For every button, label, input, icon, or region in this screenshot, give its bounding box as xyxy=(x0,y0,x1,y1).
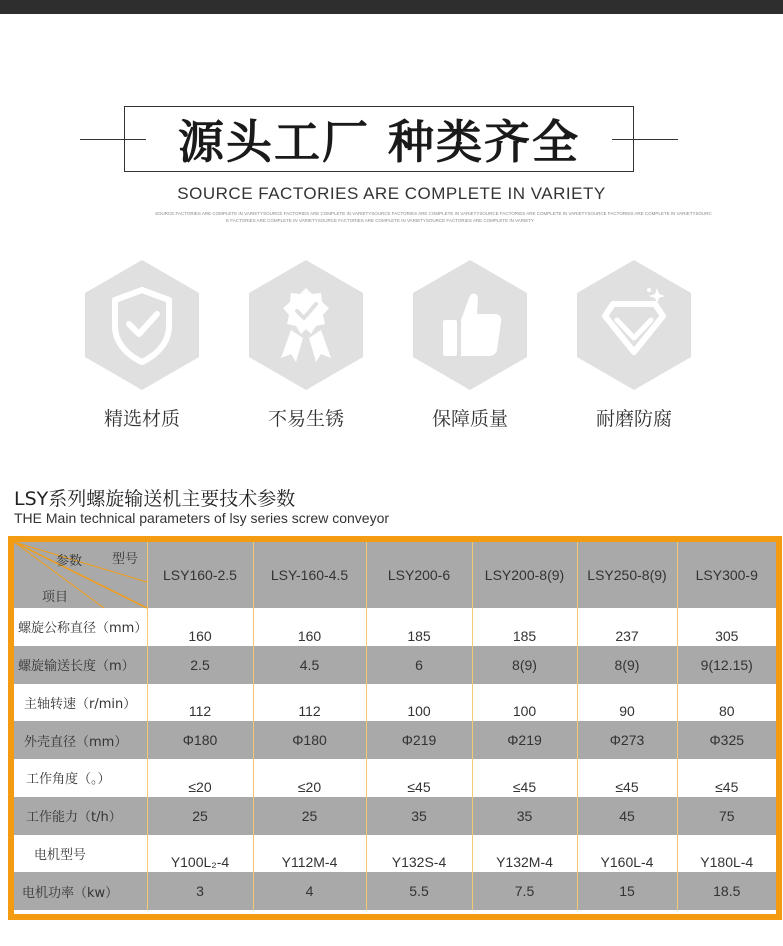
row-label: 螺旋输送长度（m） xyxy=(14,646,147,684)
table-cell: 9(12.15) xyxy=(677,646,776,684)
shield-check-icon xyxy=(83,258,201,392)
table-cell: 112 xyxy=(253,684,366,722)
table-cell: 237 xyxy=(577,608,677,646)
model-header: LSY200-6 xyxy=(366,542,472,608)
feature-item-1 xyxy=(82,258,202,431)
table-row xyxy=(14,608,776,646)
micro-text-line-2: E FACTORIES ARE COMPLETE IN VARIETYSOURCE FACTORIES ARE COMPLETE IN VARIETYSOURCE FACTORIES ARE COMPLETE IN VARIETY xyxy=(225,218,535,223)
table-cell: ≤20 xyxy=(147,759,253,797)
table-cell: ≤45 xyxy=(366,759,472,797)
table-cell: 185 xyxy=(472,608,577,646)
table-header-row xyxy=(14,542,776,608)
thumbs-up-icon xyxy=(411,258,529,392)
table-cell: Y112M-4 xyxy=(253,835,366,873)
feature-label: 精选材质 xyxy=(103,408,180,430)
corner-params-label: 参数 xyxy=(56,554,83,569)
row-label: 外壳直径（mm） xyxy=(14,721,147,759)
table-cell: 25 xyxy=(147,797,253,835)
table-cell: 100 xyxy=(472,684,577,722)
table-cell: ≤45 xyxy=(577,759,677,797)
table-row xyxy=(14,759,776,797)
table-cell: Y132M-4 xyxy=(472,835,577,873)
table-cell: 100 xyxy=(366,684,472,722)
diamond-icon xyxy=(575,258,693,392)
table-cell: 8(9) xyxy=(472,646,577,684)
table-row xyxy=(14,872,776,910)
table-cell: Φ325 xyxy=(677,721,776,759)
table-cell: Y160L-4 xyxy=(577,835,677,873)
table-cell: Φ273 xyxy=(577,721,677,759)
page-subtitle: SOURCE FACTORIES ARE COMPLETE IN VARIETY xyxy=(177,184,606,203)
model-header: LSY300-9 xyxy=(677,542,776,608)
table-cell: 15 xyxy=(577,872,677,910)
table-cell: 90 xyxy=(577,684,677,722)
table-cell: 4.5 xyxy=(253,646,366,684)
table-cell: 4 xyxy=(253,872,366,910)
row-label: 电机功率（kw） xyxy=(14,872,147,910)
table-cell: 35 xyxy=(472,797,577,835)
award-badge-icon xyxy=(247,258,365,392)
table-cell: Φ219 xyxy=(472,721,577,759)
feature-item-4 xyxy=(574,258,694,431)
table-row xyxy=(14,797,776,835)
row-label: 电机型号 xyxy=(14,835,147,873)
table-cell: 5.5 xyxy=(366,872,472,910)
table-row xyxy=(14,721,776,759)
row-label: 主轴转速（r/min） xyxy=(14,684,147,722)
table-cell: 112 xyxy=(147,684,253,722)
table-cell: 75 xyxy=(677,797,776,835)
top-bar xyxy=(0,0,783,14)
table-cell: 3 xyxy=(147,872,253,910)
table-cell: Y132S-4 xyxy=(366,835,472,873)
table-cell: Y180L-4 xyxy=(677,835,776,873)
feature-label: 耐磨防腐 xyxy=(595,408,672,430)
feature-label: 不易生锈 xyxy=(267,408,344,430)
section-subtitle: THE Main technical parameters of lsy series screw conveyor xyxy=(14,510,390,526)
row-label: 工作角度（。） xyxy=(14,759,147,797)
row-label: 螺旋公称直径（mm） xyxy=(14,608,147,646)
table-cell: ≤45 xyxy=(677,759,776,797)
micro-text-line-1: SOURCE FACTORIES ARE COMPLETE IN VARIETYSOURCE FACTORIES ARE COMPLETE IN VARIETYSOURCE FACTORIES ARE COMPLETE IN VARIETYSOURCE FACTORIES ARE COMPLETE IN VARIETYSOURCE FACTORIES ARE COMPLETE IN VARIETYSOURC xyxy=(155,211,712,216)
feature-item-2 xyxy=(246,258,366,431)
model-header: LSY250-8(9) xyxy=(577,542,677,608)
table-cell: Φ180 xyxy=(147,721,253,759)
table-cell: 35 xyxy=(366,797,472,835)
spec-table xyxy=(14,542,776,910)
table-row xyxy=(14,646,776,684)
table-cell: 6 xyxy=(366,646,472,684)
table-cell: ≤20 xyxy=(253,759,366,797)
table-cell: ≤45 xyxy=(472,759,577,797)
page-title: 源头工厂 种类齐全 xyxy=(177,115,580,169)
table-cell: 18.5 xyxy=(677,872,776,910)
table-cell: 45 xyxy=(577,797,677,835)
corner-model-label: 型号 xyxy=(112,552,139,567)
table-cell: 160 xyxy=(147,608,253,646)
model-header: LSY200-8(9) xyxy=(472,542,577,608)
section-title: LSY系列螺旋输送机主要技术参数 xyxy=(14,488,296,510)
table-cell: 2.5 xyxy=(147,646,253,684)
row-label: 工作能力（t/h） xyxy=(14,797,147,835)
table-cell: Y100L₂-4 xyxy=(147,835,253,873)
spec-table-frame xyxy=(8,536,782,920)
table-cell: 185 xyxy=(366,608,472,646)
table-cell: 305 xyxy=(677,608,776,646)
model-header: LSY160-2.5 xyxy=(147,542,253,608)
model-header: LSY-160-4.5 xyxy=(253,542,366,608)
table-cell: Φ219 xyxy=(366,721,472,759)
feature-label: 保障质量 xyxy=(431,408,508,430)
table-cell: 25 xyxy=(253,797,366,835)
table-row xyxy=(14,684,776,722)
table-cell: 8(9) xyxy=(577,646,677,684)
corner-item-label: 项目 xyxy=(42,590,69,605)
table-cell: 160 xyxy=(253,608,366,646)
corner-cell xyxy=(14,542,147,608)
table-cell: 7.5 xyxy=(472,872,577,910)
table-cell: 80 xyxy=(677,684,776,722)
feature-item-3 xyxy=(410,258,530,431)
table-row xyxy=(14,835,776,873)
table-cell: Φ180 xyxy=(253,721,366,759)
